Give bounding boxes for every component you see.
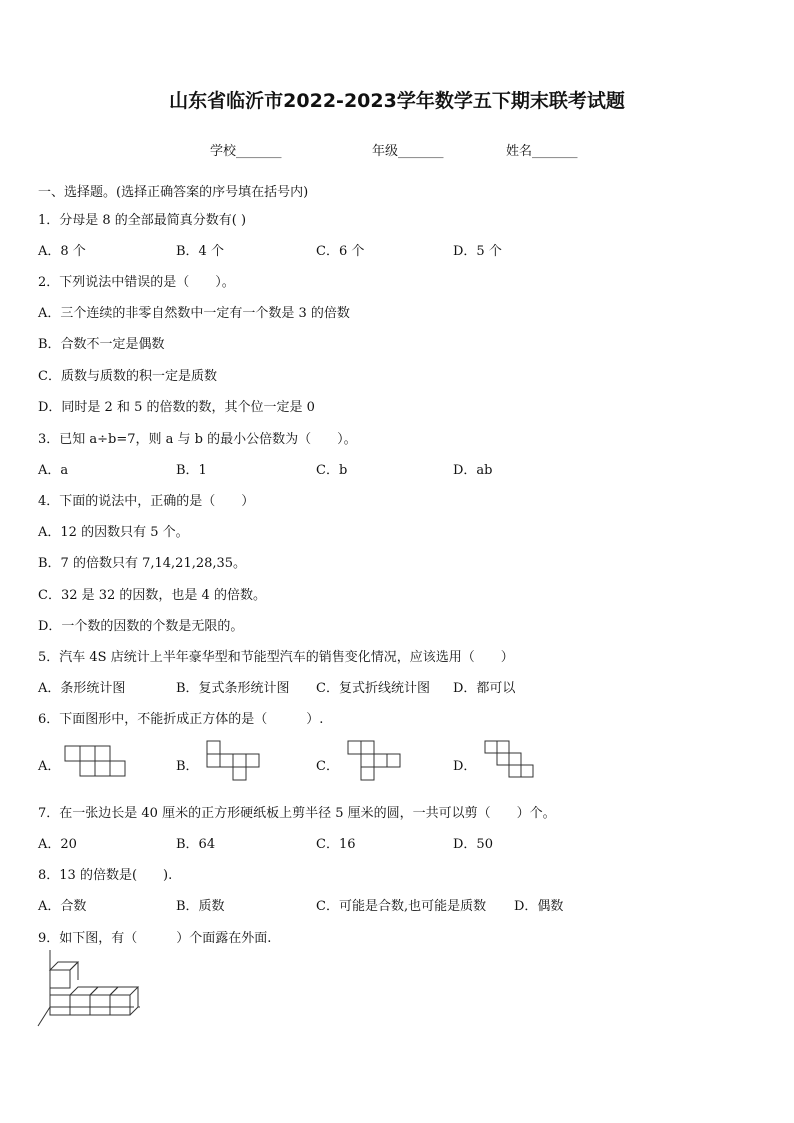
- cube-net-c-figure: [347, 740, 403, 785]
- q8-option-c: C．可能是合数,也可能是质数: [316, 899, 487, 914]
- question-3: 3．已知 a÷b=7，则 a 与 b 的最小公倍数为（ ）。: [38, 432, 357, 447]
- q5-option-c: C．复式折线统计图: [316, 681, 430, 696]
- q2-option-a: A．三个连续的非零自然数中一定有一个数是 3 的倍数: [38, 306, 350, 321]
- q6-option-a: A．: [38, 759, 61, 774]
- question-1: 1．分母是 8 的全部最简真分数有( ): [38, 213, 247, 228]
- question-2: 2．下列说法中错误的是（ ）。: [38, 275, 235, 290]
- cube-net-d-figure: [484, 740, 536, 785]
- question-4: 4．下面的说法中，正确的是（ ）: [38, 494, 255, 509]
- q8-option-a: A．合数: [38, 899, 87, 914]
- q3-option-c: C．b: [316, 463, 348, 478]
- page-title: 山东省临沂市2022-2023学年数学五下期末联考试题: [169, 90, 625, 112]
- q1-option-d: D．5 个: [453, 244, 502, 259]
- q4-option-b: B．7 的倍数只有 7,14,21,28,35。: [38, 556, 247, 571]
- q4-option-a: A．12 的因数只有 5 个。: [38, 525, 189, 540]
- q4-option-d: D．一个数的因数的个数是无限的。: [38, 619, 244, 634]
- q7-option-b: B．64: [176, 837, 216, 852]
- q7-option-c: C．16: [316, 837, 356, 852]
- q7-option-a: A．20: [38, 837, 77, 852]
- q5-option-d: D．都可以: [453, 681, 516, 696]
- q3-option-d: D．ab: [453, 463, 493, 478]
- q2-option-d: D．同时是 2 和 5 的倍数的数，其个位一定是 0: [38, 400, 315, 415]
- school-field: 学校_______: [210, 144, 282, 159]
- cube-stack-figure: [34, 950, 140, 1030]
- q7-option-d: D．50: [453, 837, 493, 852]
- name-field: 姓名_______: [506, 144, 578, 159]
- q4-option-c: C．32 是 32 的因数，也是 4 的倍数。: [38, 588, 266, 603]
- q6-option-c: C．: [316, 759, 339, 774]
- q3-option-a: A．a: [38, 463, 69, 478]
- cube-net-b-figure: [206, 740, 266, 785]
- q2-option-c: C．质数与质数的积一定是质数: [38, 369, 217, 384]
- cube-net-a-figure: [64, 745, 130, 779]
- grade-field: 年级_______: [372, 144, 444, 159]
- q3-option-b: B．1: [176, 463, 207, 478]
- q1-option-a: A．8 个: [38, 244, 86, 259]
- q1-option-b: B．4 个: [176, 244, 224, 259]
- q6-option-b: B．: [176, 759, 199, 774]
- question-8: 8．13 的倍数是( ).: [38, 868, 173, 883]
- q8-option-b: B．质数: [176, 899, 225, 914]
- q1-option-c: C．6 个: [316, 244, 365, 259]
- q5-option-a: A．条形统计图: [38, 681, 126, 696]
- question-7: 7．在一张边长是 40 厘米的正方形硬纸板上剪半径 5 厘米的圆，一共可以剪（ ）个。: [38, 806, 556, 821]
- q2-option-b: B．合数不一定是偶数: [38, 337, 165, 352]
- section-heading: 一、选择题。(选择正确答案的序号填在括号内): [38, 185, 309, 200]
- question-9: 9．如下图，有（ ）个面露在外面.: [38, 931, 272, 946]
- q5-option-b: B．复式条形统计图: [176, 681, 290, 696]
- q8-option-d: D．偶数: [514, 899, 564, 914]
- question-5: 5．汽车 4S 店统计上半年豪华型和节能型汽车的销售变化情况，应该选用（ ）: [38, 650, 514, 665]
- q6-option-d: D．: [453, 759, 477, 774]
- question-6: 6．下面图形中，不能折成正方体的是（ ）.: [38, 712, 324, 727]
